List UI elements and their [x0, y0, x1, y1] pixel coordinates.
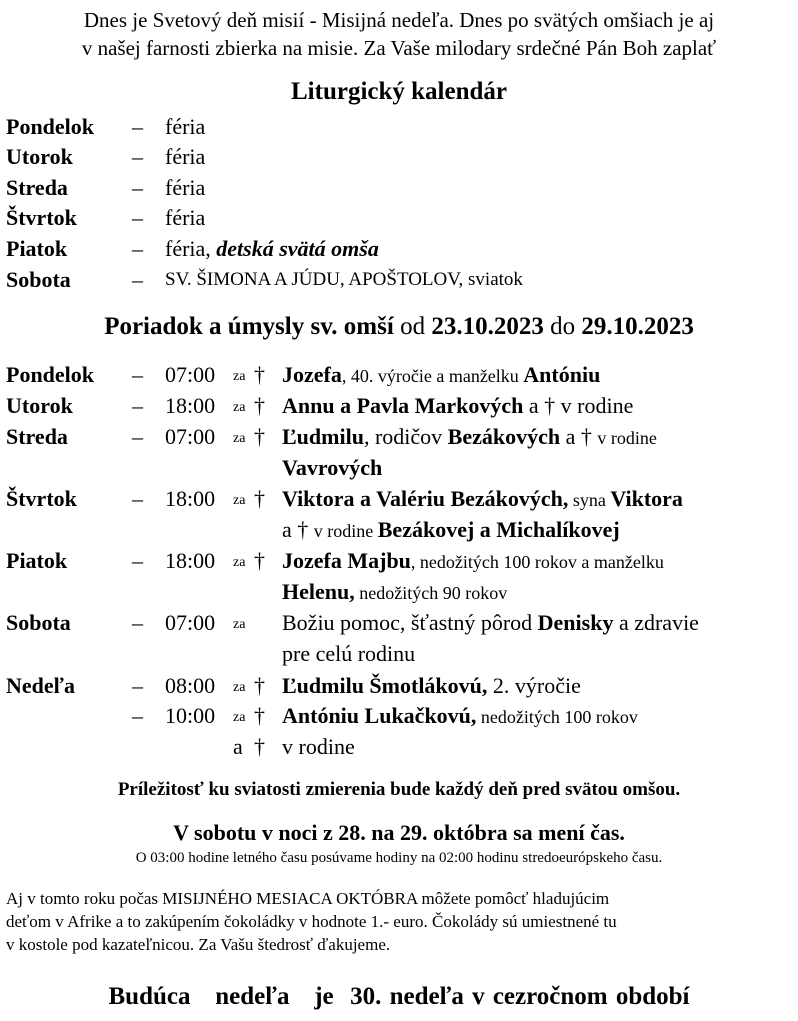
mass-za: za: [233, 431, 246, 446]
calendar-day: Piatok: [6, 236, 68, 261]
masses-title: Poriadok a úmysly sv. omší od 23.10.2023 do 29.10.2023: [104, 313, 694, 340]
mass-day: Sobota: [6, 610, 71, 635]
calendar-dash: –: [132, 114, 143, 139]
cross-icon: †: [254, 734, 265, 759]
mass-intention-cont: Vavrových: [282, 455, 383, 480]
mass-time: 18:00: [165, 548, 216, 573]
confession-note: Príležitosť ku sviatosti zmierenia bude každý deň pred svätou omšou.: [117, 779, 681, 800]
mission-line-1: Aj v tomto roku počas MISIJNÉHO MESIACA OKTÓBRA môžete pomôcť hladujúcim: [6, 889, 610, 908]
mass-intention: Viktora a Valériu Bezákových, syna Viktora: [282, 486, 683, 511]
calendar-day: Štvrtok: [6, 205, 77, 230]
mass-dash: –: [132, 548, 143, 573]
mass-intention: Ľudmilu, rodičov Bezákových a † v rodine: [282, 424, 657, 449]
mass-dash: –: [132, 610, 143, 635]
time-change-note: O 03:00 hodine letného času posúvame hodiny na 02:00 hodinu stredoeurópskeho času.: [135, 850, 663, 866]
mass-intention-cont: pre celú rodinu: [282, 641, 416, 666]
mass-za: za: [233, 493, 246, 508]
calendar-text: féria: [165, 205, 206, 230]
mission-line-2: deťom v Afrike a to zakúpením čokoládky v hodnote 1.- euro. Čokolády sú umiestnené tu: [6, 912, 617, 931]
time-change-title: V sobotu v noci z 28. na 29. októbra sa mení čas.: [173, 820, 625, 845]
mass-dash: –: [132, 424, 143, 449]
calendar-text: féria, detská svätá omša: [165, 236, 379, 261]
next-sunday: Budúca nedeľa je 30. nedeľa v cezročnom období: [108, 983, 690, 1010]
calendar-day: Streda: [6, 175, 68, 200]
cross-icon: †: [254, 486, 265, 511]
mass-intention-cont: a † v rodine Bezákovej a Michalíkovej: [282, 517, 620, 542]
mass-a: a: [233, 734, 243, 759]
mass-intention: Božiu pomoc, šťastný pôrod Denisky a zdravie: [282, 610, 699, 635]
mass-time: 08:00: [165, 673, 216, 698]
mass-dash: –: [132, 703, 143, 728]
cross-icon: †: [254, 362, 265, 387]
mass-intention: Jozefa, 40. výročie a manželku Antóniu: [282, 362, 601, 387]
mass-intention: Ľudmilu Šmotlákovú, 2. výročie: [282, 673, 581, 698]
mass-za: za: [233, 555, 246, 570]
calendar-day: Pondelok: [6, 114, 95, 139]
mass-za: za: [233, 617, 246, 632]
cross-icon: †: [254, 424, 265, 449]
cross-icon: †: [254, 673, 265, 698]
calendar-dash: –: [132, 175, 143, 200]
calendar-dash: –: [132, 267, 143, 292]
mass-intention: Jozefa Majbu, nedožitých 100 rokov a manželku: [282, 548, 664, 573]
mass-za: za: [233, 680, 246, 695]
mass-intention-cont: v rodine: [282, 734, 355, 759]
mass-za: za: [233, 400, 246, 415]
mass-day: Utorok: [6, 393, 73, 418]
mass-time: 07:00: [165, 424, 216, 449]
cross-icon: †: [254, 548, 265, 573]
calendar-title: Liturgický kalendár: [291, 78, 507, 105]
mass-dash: –: [132, 362, 143, 387]
calendar-dash: –: [132, 205, 143, 230]
calendar-text: SV. ŠIMONA A JÚDU, APOŠTOLOV, sviatok: [165, 269, 523, 290]
mass-time: 18:00: [165, 393, 216, 418]
mass-intention: Annu a Pavla Markových a † v rodine: [282, 393, 634, 418]
mass-day: Nedeľa: [6, 673, 75, 698]
mass-za: za: [233, 369, 246, 384]
mass-za: za: [233, 710, 246, 725]
intro-line-2: v našej farnosti zbierka na misie. Za Vaše milodary srdečné Pán Boh zaplať: [81, 36, 717, 60]
mass-day: Pondelok: [6, 362, 95, 387]
calendar-text: féria: [165, 175, 206, 200]
calendar-dash: –: [132, 144, 143, 169]
mass-time: 10:00: [165, 703, 216, 728]
mass-dash: –: [132, 486, 143, 511]
calendar-dash: –: [132, 236, 143, 261]
mass-time: 07:00: [165, 610, 216, 635]
mass-time: 18:00: [165, 486, 216, 511]
calendar-text: féria: [165, 114, 206, 139]
calendar-day: Sobota: [6, 267, 71, 292]
calendar-day: Utorok: [6, 144, 73, 169]
mass-day: Streda: [6, 424, 68, 449]
mass-intention-cont: Helenu, nedožitých 90 rokov: [282, 579, 508, 604]
mass-intention: Antóniu Lukačkovú, nedožitých 100 rokov: [282, 703, 638, 728]
intro-line-1: Dnes je Svetový deň misií - Misijná nedeľa. Dnes po svätých omšiach je aj: [83, 8, 715, 32]
calendar-text: féria: [165, 144, 206, 169]
mass-day: Piatok: [6, 548, 68, 573]
mass-day: Štvrtok: [6, 486, 77, 511]
cross-icon: †: [254, 703, 265, 728]
calendar-extra: detská svätá omša: [216, 236, 379, 261]
mass-time: 07:00: [165, 362, 216, 387]
mission-line-3: v kostole pod kazateľnicou. Za Vašu štedrosť ďakujeme.: [6, 935, 391, 954]
mass-dash: –: [132, 393, 143, 418]
cross-icon: †: [254, 393, 265, 418]
mass-dash: –: [132, 673, 143, 698]
